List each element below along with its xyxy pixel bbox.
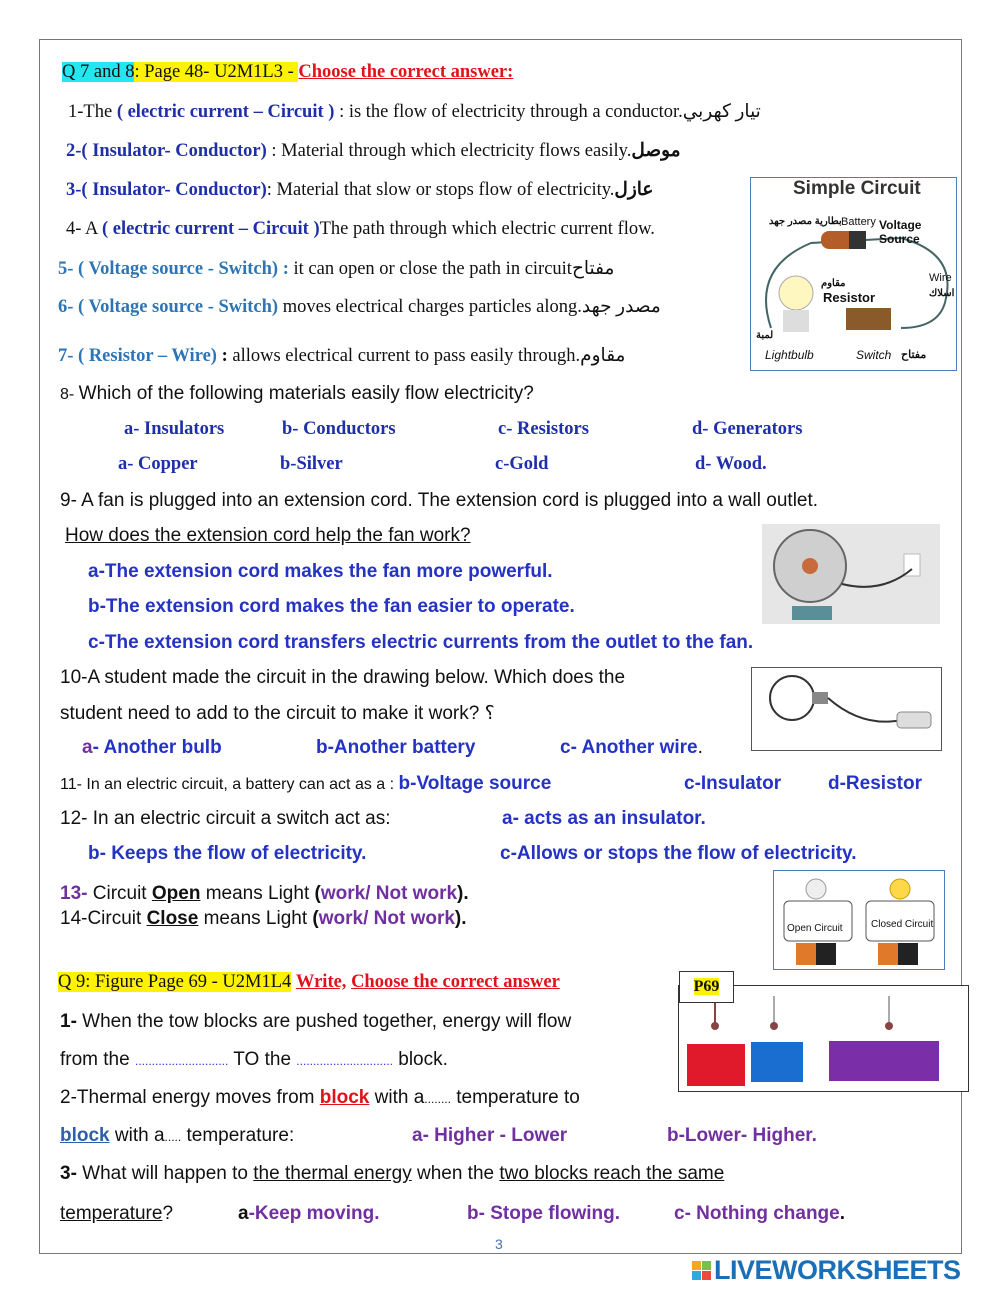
s2-q2-opt-b: b-Lower- Higher. — [667, 1125, 817, 1146]
s2-q2-line1: 2-Thermal energy moves from block with a........ temperature to — [60, 1087, 580, 1108]
s2-q3-opt-c: c- Nothing change. — [674, 1203, 846, 1224]
liveworksheets-logo: LIVEWORKSHEETS — [692, 1255, 961, 1286]
q11-opt-d: d-Resistor — [828, 773, 922, 794]
q11-opt-c: c-Insulator — [684, 773, 782, 794]
s2-q3-line1: 3- What will happen to the thermal energy when the two blocks reach the same — [60, 1163, 725, 1184]
bulb-battery-image — [751, 667, 942, 751]
item-1: 1-The ( electric current – Circuit ) : is the flow of electricity through a conductor.تيار كهربي — [68, 102, 761, 122]
section2-header: Q 9: Figure Page 69 - U2M1L4 Write, Choose the correct answer — [58, 972, 560, 992]
q8-opt-d2: d- Wood. — [695, 454, 767, 474]
logo-icon — [692, 1261, 711, 1280]
p69-label: P69 — [679, 971, 734, 1003]
item-2: 2-( Insulator- Conductor) : Material through which electricity flows easily.موصل — [66, 141, 681, 161]
q-label: Q 7 and 8 — [62, 62, 135, 82]
q8-opt-b1: b- Conductors — [282, 419, 396, 439]
q12-opt-c: c-Allows or stops the flow of electricity. — [500, 843, 857, 864]
s2-q1-line2: from the ............................ TO the ............................. block. — [60, 1049, 448, 1070]
section1-header — [62, 62, 513, 83]
q12-opt-a: a- acts as an insulator. — [502, 808, 706, 829]
s2-q2-line2: block with a..... temperature: — [60, 1125, 295, 1146]
s2-q3-opt-a: a-Keep moving. — [238, 1203, 380, 1224]
q10-opt-a: a- Another bulb — [82, 737, 222, 758]
q10-line2: student need to add to the circuit to make it work? ؟ — [60, 703, 495, 724]
q8-opt-c2: c-Gold — [495, 454, 549, 474]
s2-q2-opt-a: a- Higher - Lower — [412, 1125, 568, 1146]
q9-opt-c: c-The extension cord transfers electric currents from the outlet to the fan. — [88, 632, 754, 653]
item-4: 4- A ( electric current – Circuit )The path through which electric current flow. — [66, 219, 655, 239]
q10-line1: 10-A student made the circuit in the drawing below. Which does the — [60, 667, 626, 688]
q8-text: 8- Which of the following materials easily flow electricity? — [60, 383, 534, 404]
s2-q3-opt-b: b- Stope flowing. — [467, 1203, 621, 1224]
q11: 11- In an electric circuit, a battery can act as a : b-Voltage source — [60, 773, 552, 794]
open-closed-circuit-figure: Open Circuit Closed Circuit — [773, 870, 945, 970]
q10-opt-b: b-Another battery — [316, 737, 476, 758]
q8-opt-c1: c- Resistors — [498, 419, 589, 439]
s2-q1-line1: 1- When the tow blocks are pushed together, energy will flow — [60, 1011, 572, 1032]
q9-text: 9- A fan is plugged into an extension cord. The extension cord is plugged into a wall outlet. — [60, 490, 819, 511]
q8-opt-d1: d- Generators — [692, 419, 803, 439]
s2-q3-line2: temperature? — [60, 1203, 174, 1224]
q10-opt-c: c- Another wire. — [560, 737, 703, 758]
item-3: 3-( Insulator- Conductor): Material that slow or stops flow of electricity.عازل — [66, 180, 654, 200]
instruction: Choose the correct answer: — [298, 62, 514, 82]
q14: 14-Circuit Close means Light (work/ Not work). — [60, 908, 467, 929]
q8-opt-a2: a- Copper — [118, 454, 198, 474]
q-page: : Page 48- U2M1L3 - — [134, 62, 299, 82]
q12-opt-b: b- Keeps the flow of electricity. — [88, 843, 367, 864]
fan-image — [762, 524, 940, 624]
simple-circuit-figure: Simple Circuit Battery بطارية مصدر جهد Voltage Source Wire اسلاك مقاوم Resistor لمبة Lightbulb Switch مفتاح — [750, 177, 957, 371]
page-number: 3 — [495, 1236, 503, 1252]
q9-opt-b: b-The extension cord makes the fan easier to operate. — [88, 596, 575, 617]
item-6: 6- ( Voltage source - Switch) moves electrical charges particles along.مصدر جهد — [58, 297, 661, 317]
q12-text: 12- In an electric circuit a switch act as: — [60, 808, 391, 829]
q8-opt-b2: b-Silver — [280, 454, 343, 474]
q9-opt-a: a-The extension cord makes the fan more powerful. — [88, 561, 553, 582]
q8-opt-a1: a- Insulators — [124, 419, 225, 439]
q9-question: How does the extension cord help the fan work? — [65, 525, 471, 546]
q13: 13- Circuit Open means Light (work/ Not work). — [60, 883, 469, 904]
item-5: 5- ( Voltage source - Switch) : it can open or close the path in circuitمفتاح — [58, 259, 615, 279]
item-7: 7- ( Resistor – Wire) : allows electrical current to pass easily through.مقاوم — [58, 346, 626, 366]
